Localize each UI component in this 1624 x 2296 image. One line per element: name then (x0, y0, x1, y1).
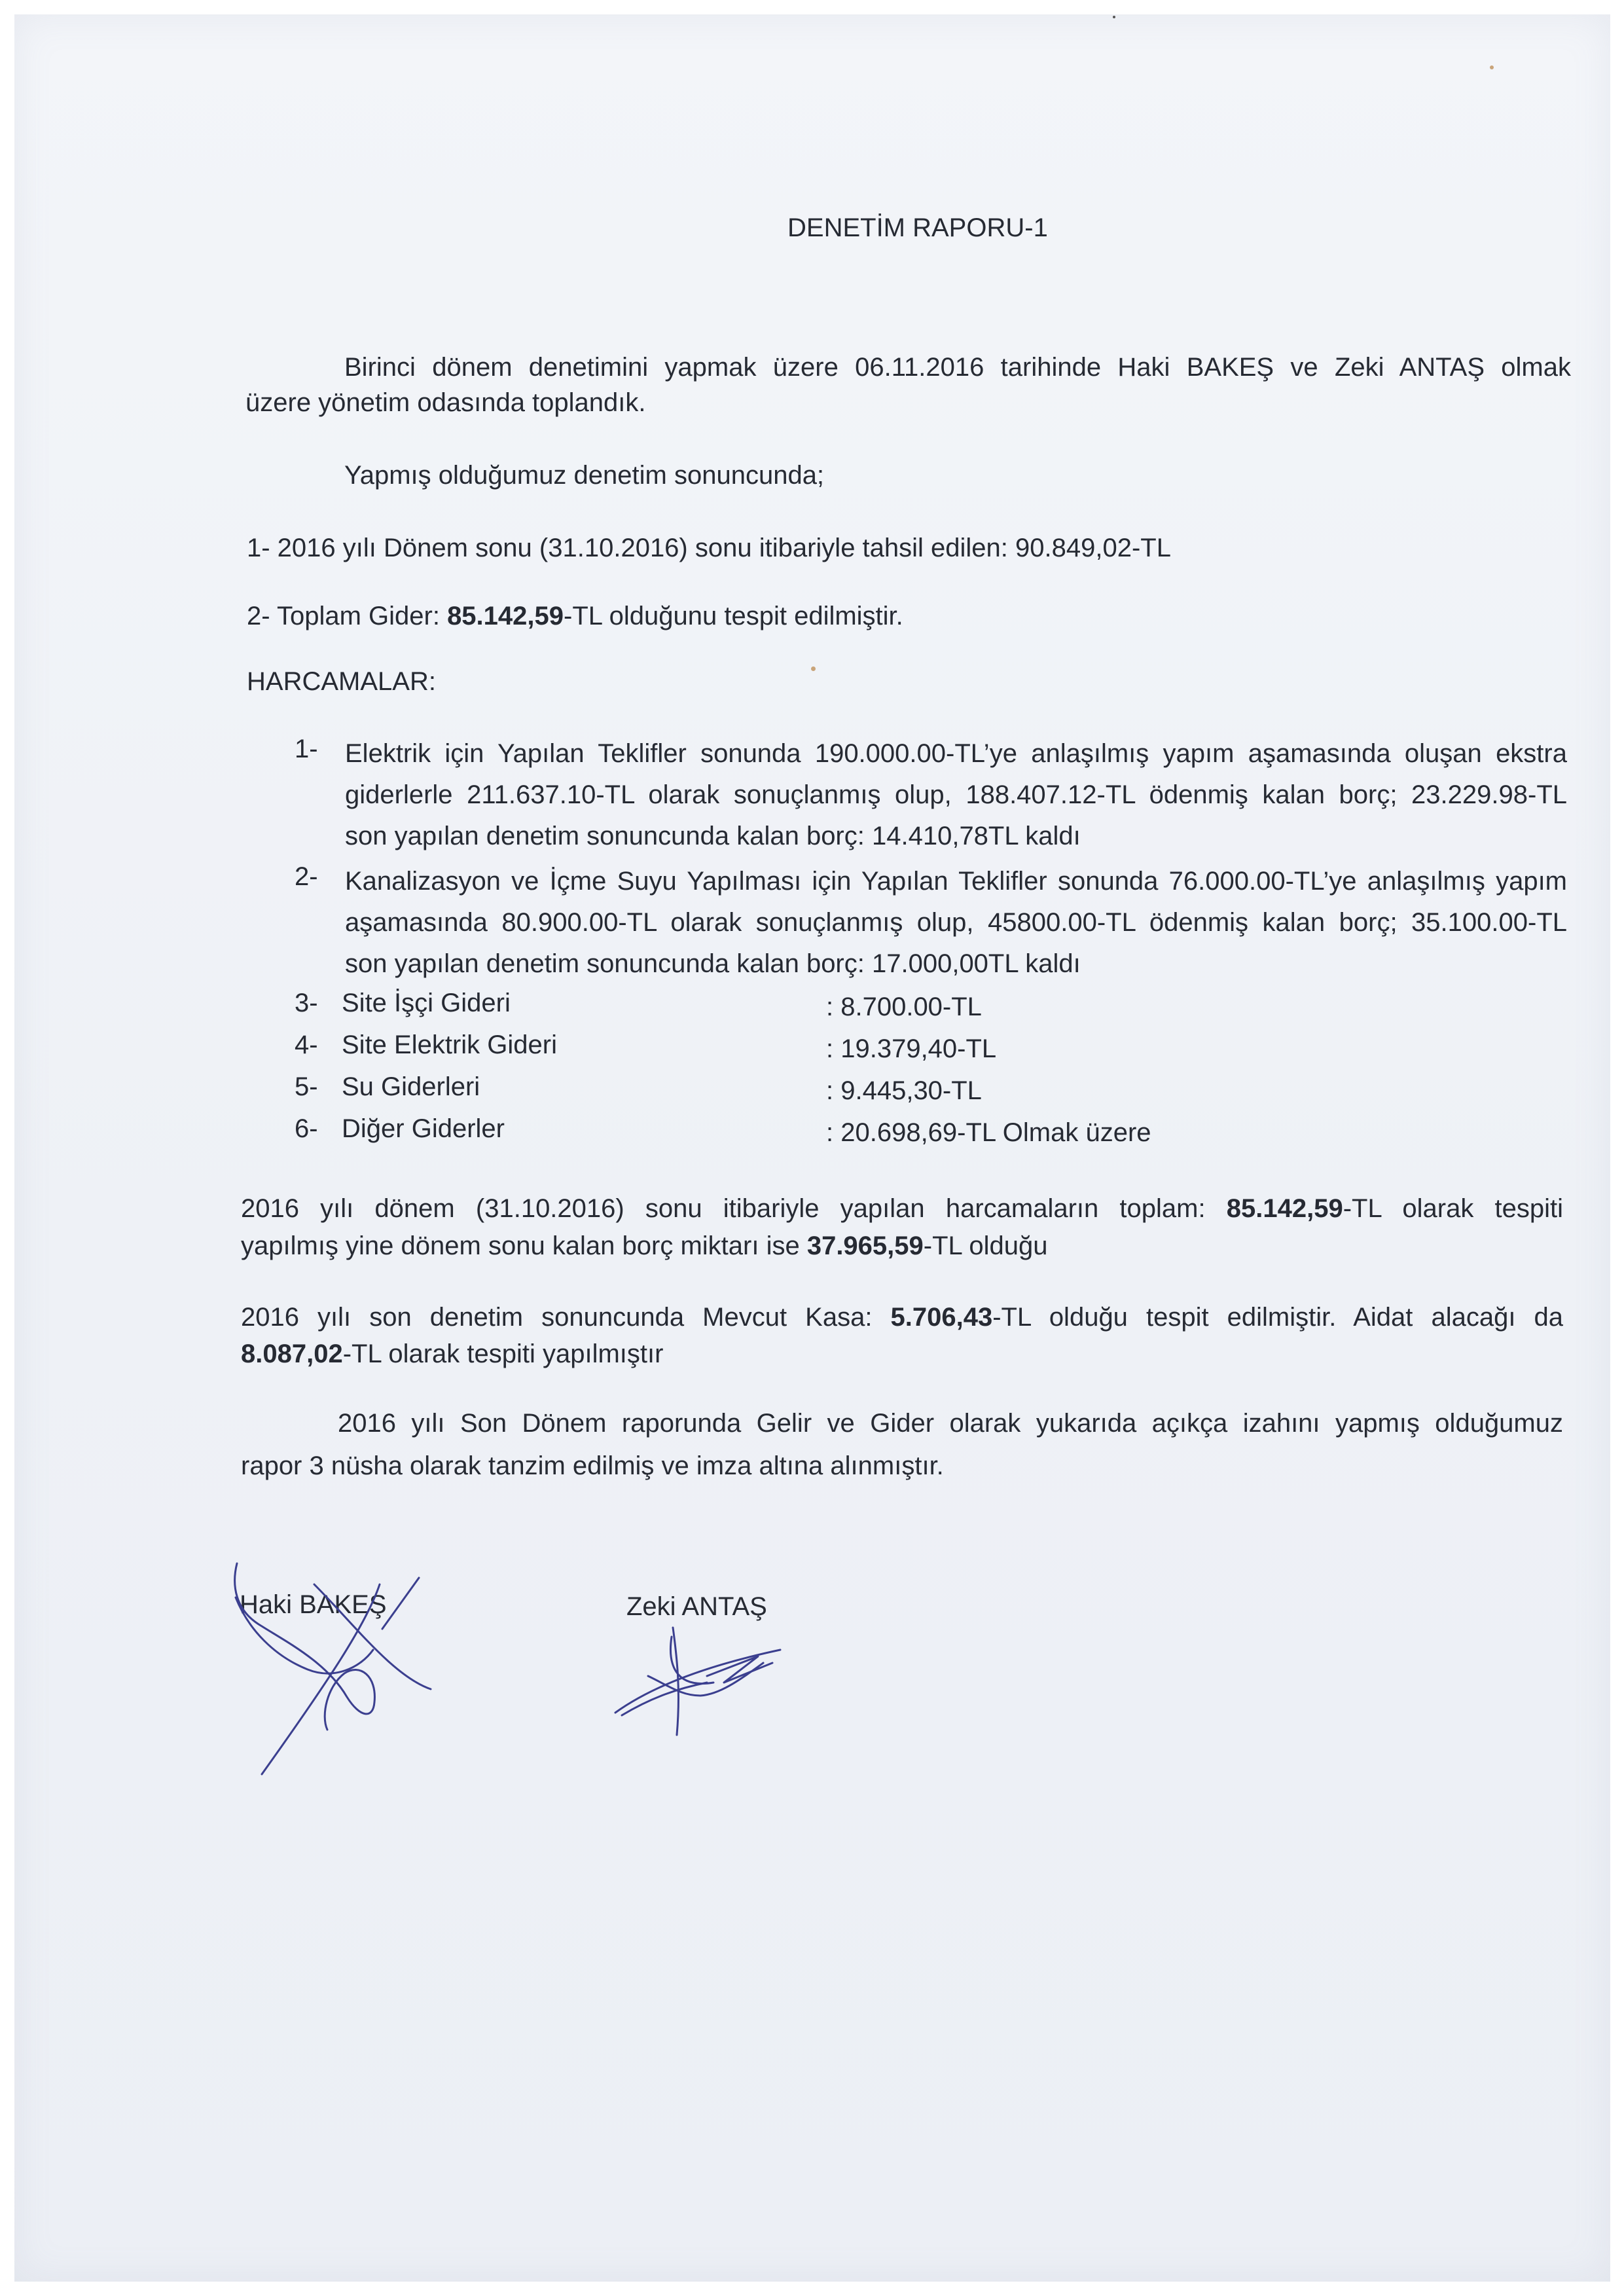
closing-line-1: 2016 yılı Son Dönem raporunda Gelir ve Gider olarak yukarıda açıkça izahını yapmış olduğumuz (338, 1409, 1563, 1438)
document-title: DENETİM RAPORU-1 (787, 213, 1048, 242)
expense-label: Site Elektrik Gideri (342, 1030, 557, 1059)
expense-number: 6- (295, 1114, 318, 1143)
paper-speck (811, 666, 816, 671)
total-expense-amount: 85.142,59 (447, 602, 564, 630)
signatory-name: Zeki ANTAŞ (626, 1592, 767, 1621)
cash-line-2: 8.087,02-TL olarak tespiti yapılmıştır (241, 1339, 664, 1368)
remaining-debt: 37.965,59 (806, 1231, 924, 1260)
expense-value: : 9.445,30-TL (826, 1076, 982, 1105)
expense-line: son yapılan denetim sonuncunda kalan borç: 17.000,00TL kaldı (345, 949, 1081, 978)
expense-number: 4- (295, 1030, 318, 1059)
expense-line: Elektrik için Yapılan Teklifler sonunda 190.000.00-TL’ye anlaşılmış yapım aşamasında oluşan ekstra (345, 739, 1567, 768)
summary-total: 85.142,59 (1226, 1194, 1343, 1223)
expense-value: : 19.379,40-TL (826, 1034, 997, 1063)
intro-line-2: üzere yönetim odasında toplandık. (245, 388, 646, 417)
signature-2-image (609, 1617, 792, 1741)
expense-number: 2- (295, 862, 318, 891)
expense-label: Site İşçi Gideri (342, 989, 511, 1017)
audit-end-line: Yapmış olduğumuz denetim sonuncunda; (344, 461, 825, 490)
paper-speck (1113, 16, 1115, 18)
cash-line-1: 2016 yılı son denetim sonuncunda Mevcut Kasa: 5.706,43-TL olduğu tespit edilmiştir. Aidat alacağı da (241, 1303, 1563, 1332)
expense-number: 5- (295, 1072, 318, 1101)
expense-line: aşamasında 80.900.00-TL olarak sonuçlanmış olup, 45800.00-TL ödenmiş kalan borç; 35.100.00-TL (345, 908, 1567, 937)
expense-line: Kanalizasyon ve İçme Suyu Yapılması için Yapılan Teklifler sonunda 76.000.00-TL’ye anlaşılmış yapım (345, 867, 1567, 896)
total-expense-item: 2- Toplam Gider: 85.142,59-TL olduğunu tespit edilmiştir. (247, 602, 903, 630)
expense-value: : 20.698,69-TL Olmak üzere (826, 1118, 1151, 1147)
intro-line-1: Birinci dönem denetimini yapmak üzere 06.11.2016 tarihinde Haki BAKEŞ ve Zeki ANTAŞ olmak (344, 353, 1571, 382)
signature-1-image (223, 1558, 458, 1781)
closing-line-2: rapor 3 nüsha olarak tanzim edilmiş ve imza altına alınmıştır. (241, 1451, 944, 1480)
income-item: 1- 2016 yılı Dönem sonu (31.10.2016) sonu itibariyle tahsil edilen: 90.849,02-TL (247, 534, 1171, 562)
summary-line-2: yapılmış yine dönem sonu kalan borç miktarı ise 37.965,59-TL olduğu (241, 1231, 1048, 1260)
expense-label: Diğer Giderler (342, 1114, 505, 1143)
summary-line-1: 2016 yılı dönem (31.10.2016) sonu itibariyle yapılan harcamaların toplam: 85.142,59-TL olarak tespiti (241, 1194, 1563, 1223)
expense-line: son yapılan denetim sonuncunda kalan borç: 14.410,78TL kaldı (345, 822, 1081, 850)
expense-line: giderlerle 211.637.10-TL olarak sonuçlanmış olup, 188.407.12-TL ödenmiş kalan borç; 23.229.98-TL (345, 780, 1567, 809)
receivable-amount: 8.087,02 (241, 1339, 343, 1368)
expense-label: Su Giderleri (342, 1072, 480, 1101)
expenses-heading: HARCAMALAR: (247, 667, 436, 696)
expense-number: 3- (295, 989, 318, 1017)
cash-amount: 5.706,43 (890, 1303, 993, 1332)
signatory-name: Haki BAKEŞ (240, 1590, 387, 1619)
expense-value: : 8.700.00-TL (826, 993, 982, 1021)
paper-speck (1490, 65, 1494, 69)
expense-number: 1- (295, 735, 318, 763)
